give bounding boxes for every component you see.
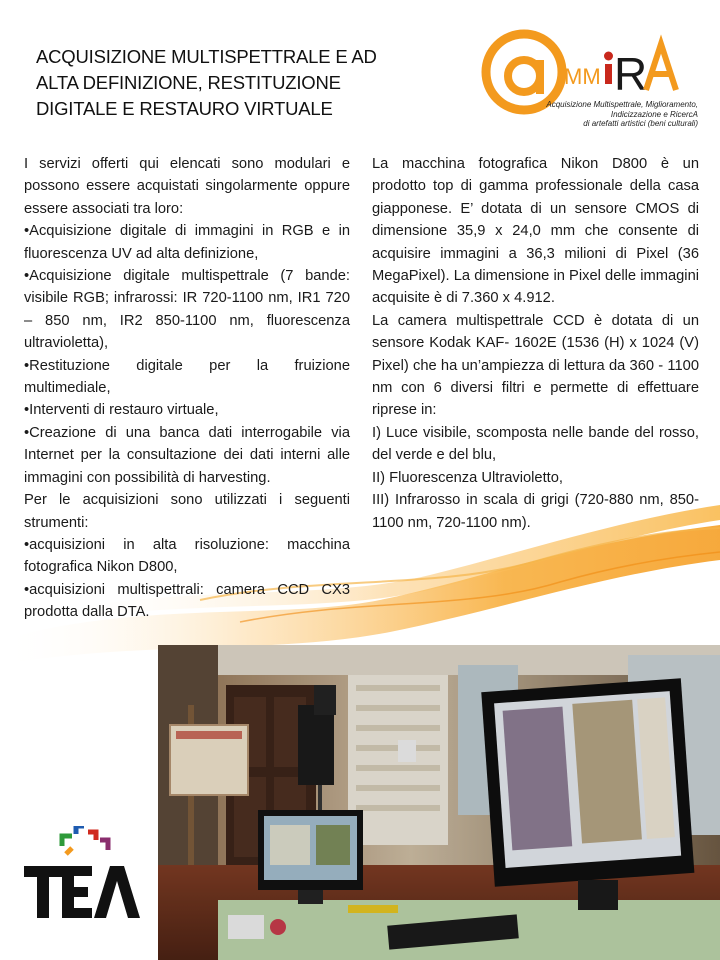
- svg-text:R: R: [614, 48, 648, 100]
- bullet-item: •acquisizioni in alta risoluzione: macchina fotografica Nikon D800,: [24, 536, 350, 576]
- bullet-item: •Acquisizione digitale multispettrale (7 bande: visibile RGB; infrarossi: IR 720-1100 nm, IR1 720 – 850 nm, IR2 850-1100 nm, fluorescenza ultravioletta),: [24, 268, 350, 352]
- left-column: [24, 153, 350, 624]
- logo-subtitle-line: Acquisizione Multispettrale, Miglioramento,: [546, 100, 698, 109]
- list-item: II) Fluorescenza Ultravioletto,: [372, 469, 564, 486]
- paragraph: Per le acquisizioni sono utilizzati i seguenti strumenti:: [24, 492, 350, 531]
- list-item: III) Infrarosso in scala di grigi (720-880 nm, 850-1100 nm, 720-1100 nm).: [372, 492, 699, 531]
- bullet-item: •Acquisizione digitale di immagini in RGB e in fluorescenza UV ad alta definizione,: [24, 223, 350, 262]
- title-line: ACQUISIZIONE MULTISPETTRALE E AD: [36, 46, 377, 67]
- right-column: [372, 153, 699, 534]
- bullet-item: •Creazione di una banca dati interrogabile via Internet per la consultazione dei dati interni alle immagini con possibilità di harvesting.: [24, 424, 350, 486]
- svg-text:MM: MM: [564, 64, 601, 89]
- logo-subtitle-line: di artefatti artistici (beni culturali): [583, 119, 698, 128]
- tea-logo: [24, 826, 144, 926]
- bullet-item: •acquisizioni multispettrali: camera CCD CX3 prodotta dalla DTA.: [24, 581, 350, 621]
- paragraph: La macchina fotografica Nikon D800 è un prodotto top di gamma professionale della casa giapponese. E’ dotata di un sensore CMOS di dimensione 35,9 x 24,0 mm che consente di acquisire immagini a 36,3 milioni di Pixel (36 MegaPixel). La dimensione in Pixel delle immagini acquisite è di 7.360 x 4.912.: [372, 156, 699, 307]
- logo-subtitle-line: Indicizzazione e RicercA: [610, 109, 698, 119]
- paragraph: I servizi offerti qui elencati sono modulari e possono essere acquistati singolarmente oppure essere associati tra loro:: [24, 156, 350, 217]
- bullet-item: •Restituzione digitale per la fruizione multimediale,: [24, 357, 350, 397]
- lab-photo: [158, 645, 720, 960]
- list-item: I) Luce visibile, scomposta nelle bande del rosso, del verde e del blu,: [372, 424, 699, 464]
- paragraph: La camera multispettrale CCD è dotata di un sensore Kodak KAF- 1602E (1536 (H) x 1024 (V) Pixel) che ha un’ampiezza di lettura da 360 - 1100 nm con 6 diversi filtri e permette di effettuare riprese in:: [372, 312, 699, 419]
- page-title: [36, 44, 416, 122]
- title-line: DIGITALE E RESTAURO VIRTUALE: [36, 98, 333, 119]
- title-line: ALTA DEFINIZIONE, RESTITUZIONE: [36, 72, 341, 93]
- bullet-item: •Interventi di restauro virtuale,: [24, 402, 219, 419]
- logo-subtitle: [528, 100, 698, 129]
